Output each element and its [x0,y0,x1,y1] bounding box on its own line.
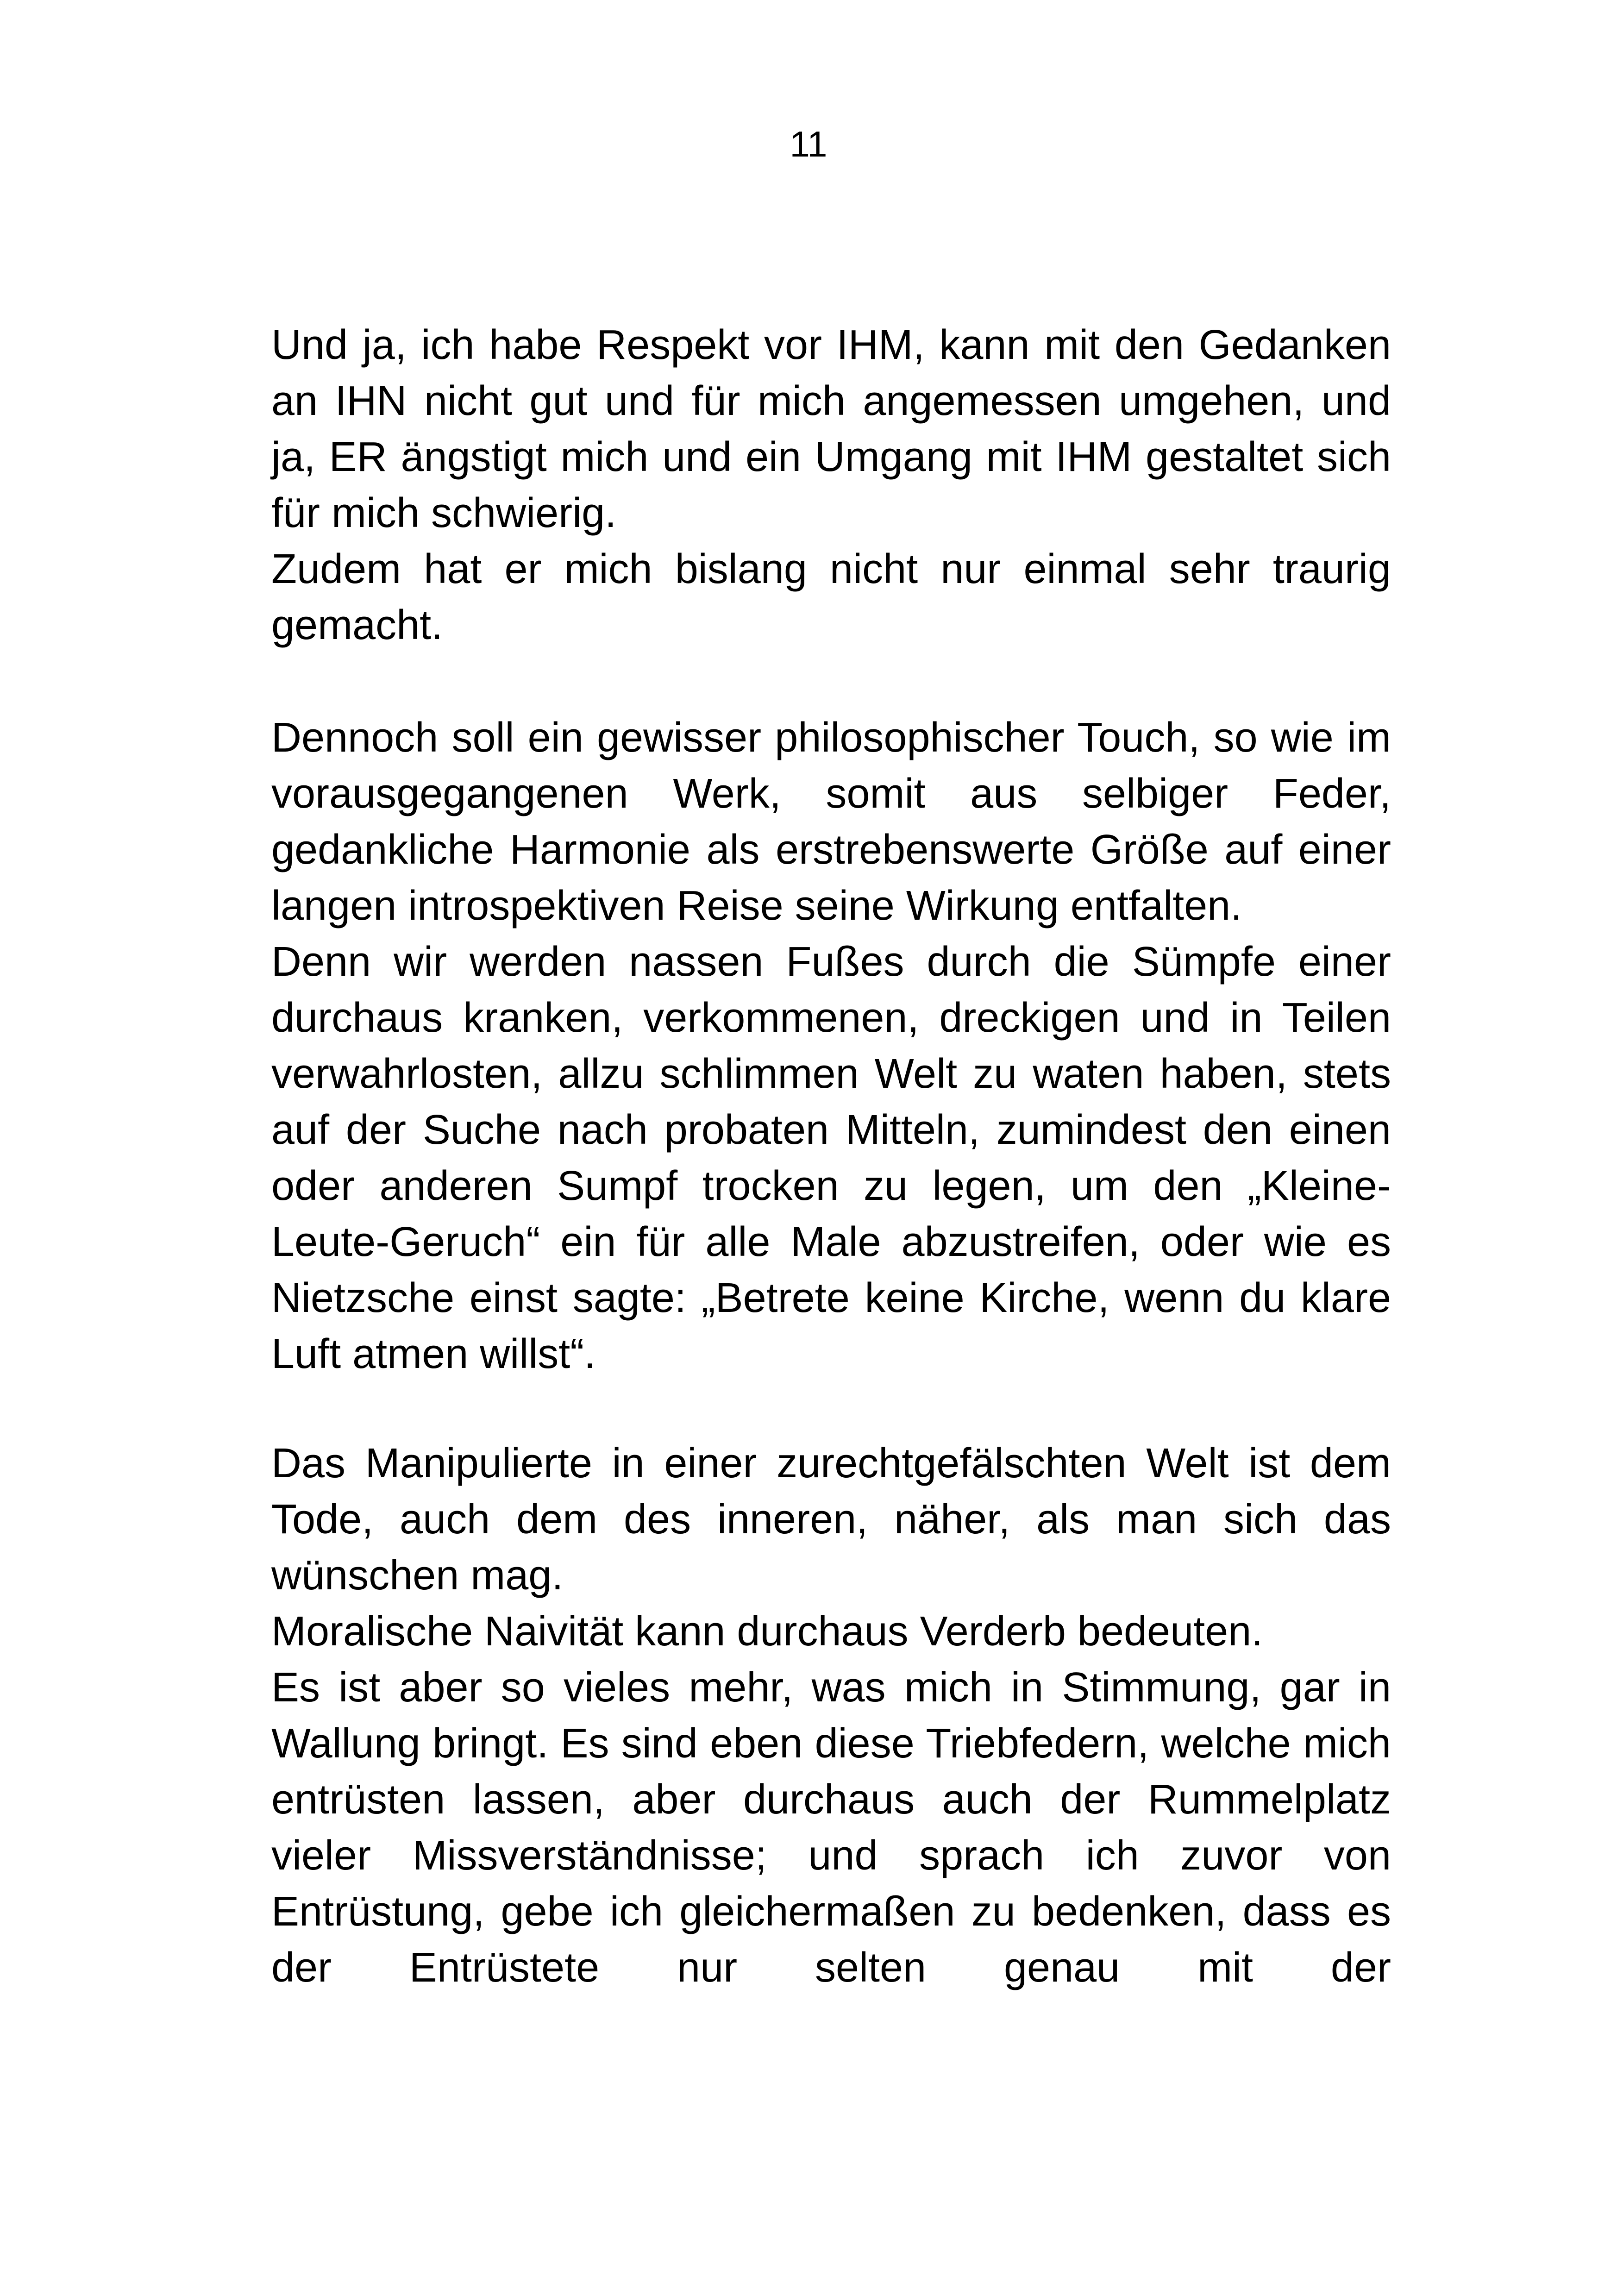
paragraph: Moralische Naivität kann durchaus Verderb bedeuten. [271,1608,1263,1655]
text-block-1 [271,317,1391,653]
paragraph: Und ja, ich habe Respekt vor IHM, kann mit den Gedanken an IHN nicht gut und für mich angemessen umgehen, und ja, ER ängstigt mich und ein Umgang mit IHM gestaltet sich für mich schwierig. [271,322,1391,536]
text-block-3 [271,1436,1391,1996]
paragraph: Das Manipulierte in einer zurechtgefälschten Welt ist dem Tode, auch dem des inneren, näher, als man sich das wünschen mag. [271,1440,1391,1599]
paragraph: Zudem hat er mich bislang nicht nur einmal sehr traurig gemacht. [271,546,1391,648]
paragraph: Dennoch soll ein gewisser philosophischer Touch, so wie im vorausgegangenen Werk, somit aus selbiger Feder, gedankliche Harmonie als erstrebenswerte Größe auf einer langen introspektiven Reise seine Wirkung entfalten. [271,715,1391,929]
page-number: 11 [790,124,827,164]
paragraph: Denn wir werden nassen Fußes durch die Sümpfe einer durchaus kranken, verkommenen, dreckigen und in Teilen verwahrlosten, allzu schlimmen Welt zu waten haben, stets auf der Suche nach probaten Mitteln, zumindest den einen oder anderen Sumpf trocken zu legen, um den „Kleine-Leute-Geruch“ ein für alle Male abzustreifen, oder wie es Nietzsche einst sagte: „Betrete keine Kirche, wenn du klare Luft atmen willst“. [271,939,1391,1377]
text-block-2 [271,710,1391,1382]
paragraph: Es ist aber so vieles mehr, was mich in Stimmung, gar in Wallung bringt. Es sind eben diese Triebfedern, welche mich entrüsten lassen, aber durchaus auch der Rummelplatz vieler Missverständnisse; und sprach ich zuvor von Entrüstung, gebe ich gleichermaßen zu bedenken, dass es der Entrüstete nur selten genau mit der [271,1664,1391,1991]
